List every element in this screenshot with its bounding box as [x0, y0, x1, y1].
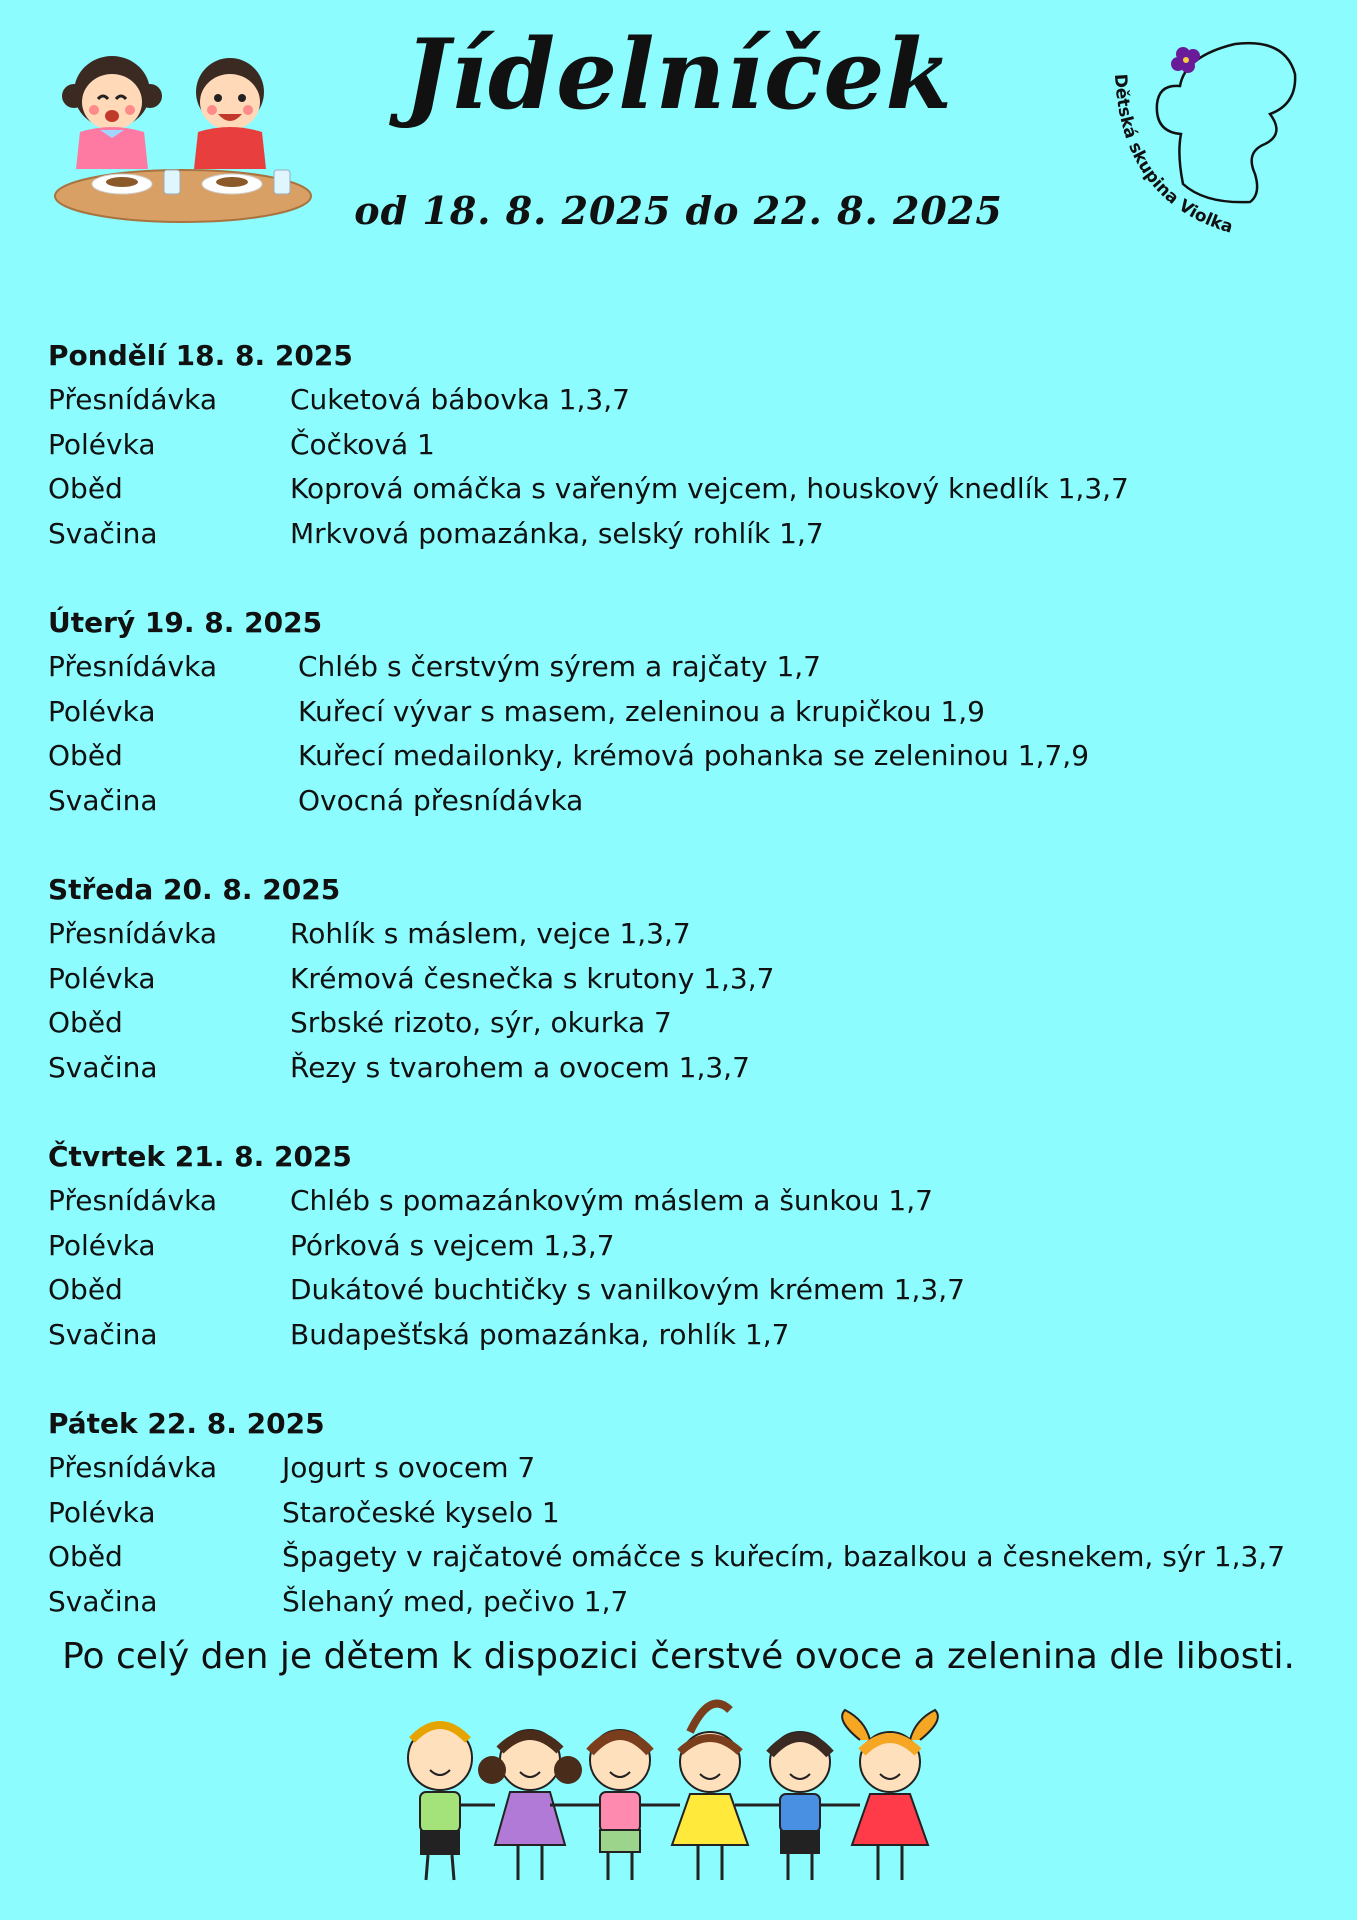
meal-value: Chléb s čerstvým sýrem a rajčaty 1,7: [298, 650, 821, 683]
meal-label: Polévka: [48, 961, 156, 995]
meal-value: Rohlík s máslem, vejce 1,3,7: [290, 917, 691, 950]
page-title: Jídelníček: [404, 18, 953, 131]
meal-label: Přesnídávka: [48, 383, 218, 416]
meal-value: Šlehaný med, pečivo 1,7: [282, 1584, 629, 1618]
meal-label: Oběd: [48, 1006, 123, 1039]
meal-label: Přesnídávka: [48, 650, 218, 683]
meal-label: Přesnídávka: [48, 1451, 218, 1484]
meal-value: Cuketová bábovka 1,3,7: [290, 383, 630, 416]
meal-row: [48, 734, 1338, 779]
meal-label: Přesnídávka: [48, 917, 218, 950]
meal-label: Polévka: [48, 427, 156, 461]
violka-logo: [1085, 34, 1305, 244]
meal-row: [48, 645, 1338, 690]
meal-label: Svačina: [48, 516, 158, 550]
meal-label: Svačina: [48, 1317, 158, 1351]
day-title: Úterý 19. 8. 2025: [48, 606, 323, 639]
meal-label: Polévka: [48, 694, 156, 728]
svg-text:Dětská skupina Violka: [1110, 73, 1235, 237]
violet-flower-icon: [1171, 47, 1200, 73]
day-section: [48, 868, 1338, 1090]
day-title: Čtvrtek 21. 8. 2025: [48, 1140, 352, 1173]
day-section: [48, 334, 1338, 556]
footer-note: Po celý den je dětem k dispozici čerstvé ovoce a zelenina dle libosti.: [62, 1636, 1295, 1677]
meal-row: [48, 1001, 1338, 1046]
logo-text: Dětská skupina Violka: [1109, 73, 1236, 238]
day-section: [48, 1135, 1338, 1357]
day-title: Středa 20. 8. 2025: [48, 873, 341, 906]
meal-label: Svačina: [48, 1584, 158, 1618]
meal-value: Srbské rizoto, sýr, okurka 7: [290, 1006, 672, 1039]
meal-value: Řezy s tvarohem a ovocem 1,3,7: [290, 1050, 750, 1084]
meal-label: Oběd: [48, 1540, 123, 1573]
meal-row: [48, 779, 1338, 824]
meal-value: Jogurt s ovocem 7: [282, 1451, 536, 1484]
meal-value: Budapešťská pomazánka, rohlík 1,7: [290, 1317, 790, 1351]
meal-value: Dukátové buchtičky s vanilkovým krémem 1,3,7: [290, 1273, 965, 1306]
meal-row: [48, 512, 1338, 557]
meal-value: Koprová omáčka s vařeným vejcem, houskový knedlík 1,3,7: [290, 472, 1129, 505]
meal-row: [48, 1046, 1338, 1091]
meal-value: Staročeské kyselo 1: [282, 1495, 560, 1529]
meal-row: [48, 1179, 1338, 1224]
meal-label: Oběd: [48, 739, 123, 772]
meal-label: Polévka: [48, 1228, 156, 1262]
meal-value: Chléb s pomazánkovým máslem a šunkou 1,7: [290, 1184, 933, 1217]
day-title: Pondělí 18. 8. 2025: [48, 339, 353, 372]
meal-label: Oběd: [48, 472, 123, 505]
meal-value: Ovocná přesnídávka: [298, 783, 584, 817]
meal-row: [48, 1446, 1338, 1491]
meal-row: [48, 912, 1338, 957]
meal-row: [48, 1268, 1338, 1313]
meal-row: [48, 378, 1338, 423]
meal-value: Krémová česnečka s krutony 1,3,7: [290, 961, 775, 995]
day-title: Pátek 22. 8. 2025: [48, 1407, 325, 1440]
meal-row: [48, 423, 1338, 468]
meal-row: [48, 690, 1338, 735]
kid-1-icon: [408, 1725, 472, 1880]
meal-label: Polévka: [48, 1495, 156, 1529]
meal-row: [48, 957, 1338, 1002]
meal-label: Přesnídávka: [48, 1184, 218, 1217]
meal-value: Špagety v rajčatové omáčce s kuřecím, bazalkou a česnekem, sýr 1,3,7: [282, 1540, 1286, 1573]
meal-value: Pórková s vejcem 1,3,7: [290, 1228, 615, 1262]
meal-value: Mrkvová pomazánka, selský rohlík 1,7: [290, 516, 824, 550]
meal-label: Svačina: [48, 783, 158, 817]
meal-row: [48, 1535, 1338, 1580]
day-section: [48, 1402, 1338, 1624]
meal-value: Kuřecí medailonky, krémová pohanka se zeleninou 1,7,9: [298, 739, 1090, 772]
meal-label: Svačina: [48, 1050, 158, 1084]
meal-row: [48, 1313, 1338, 1358]
meal-row: [48, 467, 1338, 512]
meal-value: Kuřecí vývar s masem, zeleninou a krupičkou 1,9: [298, 694, 985, 728]
meal-row: [48, 1491, 1338, 1536]
day-section: [48, 601, 1338, 823]
meal-row: [48, 1224, 1338, 1269]
kid-4-icon: [672, 1704, 748, 1880]
meal-row: [48, 1580, 1338, 1625]
meal-label: Oběd: [48, 1273, 123, 1306]
date-range: od 18. 8. 2025 do 22. 8. 2025: [354, 188, 1003, 233]
meal-value: Čočková 1: [290, 427, 435, 461]
kid-6-icon: [842, 1710, 938, 1880]
kids-holding-hands-illustration: [390, 1680, 950, 1890]
